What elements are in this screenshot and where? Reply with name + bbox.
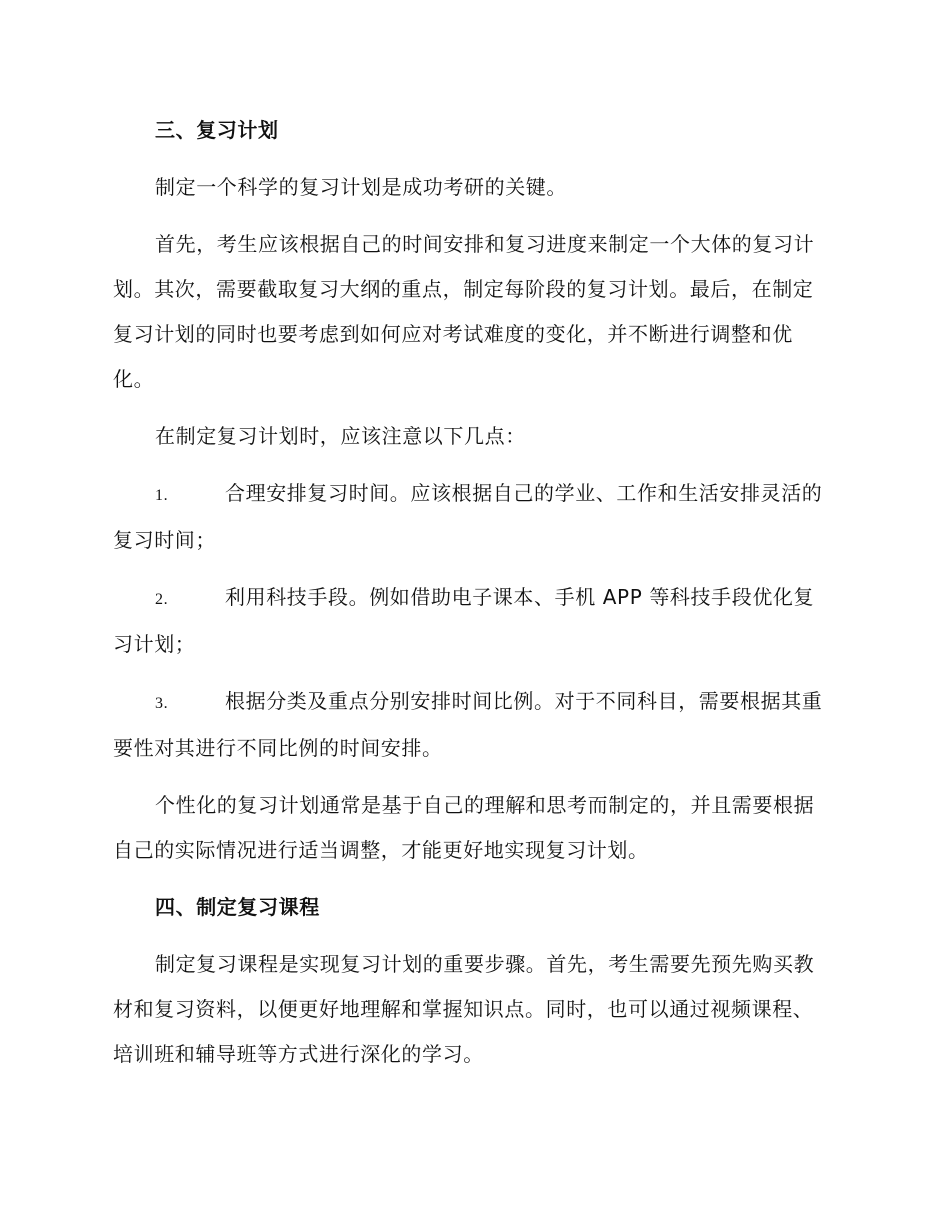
- list-item: [113, 679, 833, 771]
- section-heading-review-plan: 三、复习计划: [155, 118, 279, 142]
- paragraph-plan-steps: 首先，考生应该根据自己的时间安排和复习进度来制定一个大体的复习计划。其次，需要截取复习大纲的重点，制定每阶段的复习计划。最后，在制定复习计划的同时也要考虑到如何应对考试难度的变化，并不断进行调整和优化。: [113, 232, 815, 391]
- list-item-text: 根据分类及重点分别安排时间比例。对于不同科目，需要根据其重要性对其进行不同比例的时间安排。: [113, 689, 823, 760]
- paragraph-intro: 制定一个科学的复习计划是成功考研的关键。: [155, 175, 567, 199]
- document-page: [113, 108, 833, 1089]
- paragraph-list-intro: 在制定复习计划时，应该注意以下几点：: [155, 424, 526, 448]
- paragraph-review-course: 制定复习课程是实现复习计划的重要步骤。首先，考生需要先预先购买教材和复习资料，以便更好地理解和掌握知识点。同时，也可以通过视频课程、培训班和辅导班等方式进行深化的学习。: [113, 952, 815, 1066]
- list-item: [113, 471, 833, 563]
- list-item-number: 2.: [155, 591, 169, 608]
- list-item-number: 1.: [155, 487, 169, 504]
- list-item-number: 3.: [155, 695, 169, 712]
- section-heading-review-course: 四、制定复习课程: [155, 895, 320, 919]
- list-item: [113, 575, 833, 667]
- list-item-text: 合理安排复习时间。应该根据自己的学业、工作和生活安排灵活的复习时间；: [113, 481, 823, 552]
- list-item-text: 利用科技手段。例如借助电子课本、手机 APP 等科技手段优化复习计划；: [113, 585, 815, 656]
- paragraph-personalized-plan: 个性化的复习计划通常是基于自己的理解和思考而制定的，并且需要根据自己的实际情况进行适当调整，才能更好地实现复习计划。: [113, 793, 815, 862]
